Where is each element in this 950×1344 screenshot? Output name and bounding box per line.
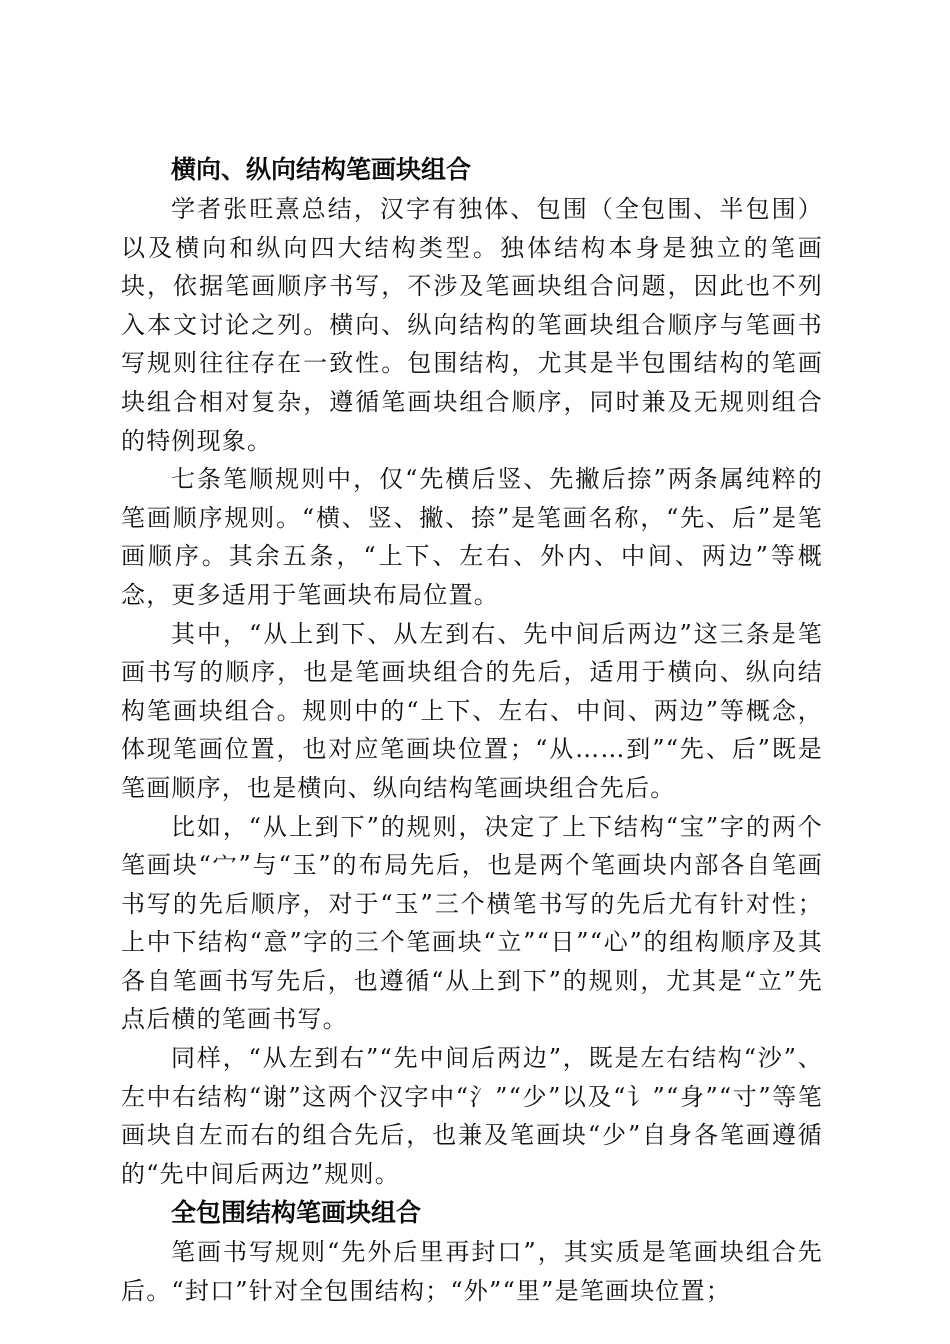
paragraph: 笔画书写规则“先外后里再封口”，其实质是笔画块组合先后。“封口”针对全包围结构；“外”“里”是笔画块位置； bbox=[121, 1238, 823, 1306]
document-body bbox=[121, 150, 823, 1311]
paragraph: 比如，“从上到下”的规则，决定了上下结构“宝”字的两个笔画块“宀”与“玉”的布局先后，也是两个笔画块内部各自笔画书写的先后顺序，对于“玉”三个横笔书写的先后尤有针对性；上中下结构“意”字的三个笔画块“立”“日”“心”的组构顺序及其各自笔画书写先后，也遵循“从上到下”的规则，尤其是“立”先点后横的笔画书写。 bbox=[121, 812, 823, 1034]
paragraph: 其中，“从上到下、从左到右、先中间后两边”这三条是笔画书写的顺序，也是笔画块组合的先后，适用于横向、纵向结构笔画块组合。规则中的“上下、左右、中间、两边”等概念，体现笔画位置，也对应笔画块位置；“从……到”“先、后”既是笔画顺序，也是横向、纵向结构笔画块组合先后。 bbox=[121, 619, 823, 802]
section-heading-horizontal-vertical: 横向、纵向结构笔画块组合 bbox=[171, 155, 472, 184]
paragraph: 七条笔顺规则中，仅“先横后竖、先撇后捺”两条属纯粹的笔画顺序规则。“横、竖、撇、捺”是笔画名称，“先、后”是笔画顺序。其余五条，“上下、左右、外内、中间、两边”等概念，更多适用于笔画块布局位置。 bbox=[121, 465, 823, 609]
paragraph: 同样，“从左到右”“先中间后两边”，既是左右结构“沙”、左中右结构“谢”这两个汉字中“氵”“少”以及“讠”“身”“寸”等笔画块自左而右的组合先后，也兼及笔画块“少”自身各笔画遵循的“先中间后两边”规则。 bbox=[121, 1044, 823, 1188]
section-heading-full-enclosure: 全包围结构笔画块组合 bbox=[171, 1198, 422, 1228]
paragraph: 学者张旺熹总结，汉字有独体、包围（全包围、半包围）以及横向和纵向四大结构类型。独体结构本身是独立的笔画块，依据笔画顺序书写，不涉及笔画块组合问题，因此也不列入本文讨论之列。横向、纵向结构的笔画块组合顺序与笔画书写规则往往存在一致性。包围结构，尤其是半包围结构的笔画块组合相对复杂，遵循笔画块组合顺序，同时兼及无规则组合的特例现象。 bbox=[121, 195, 823, 455]
